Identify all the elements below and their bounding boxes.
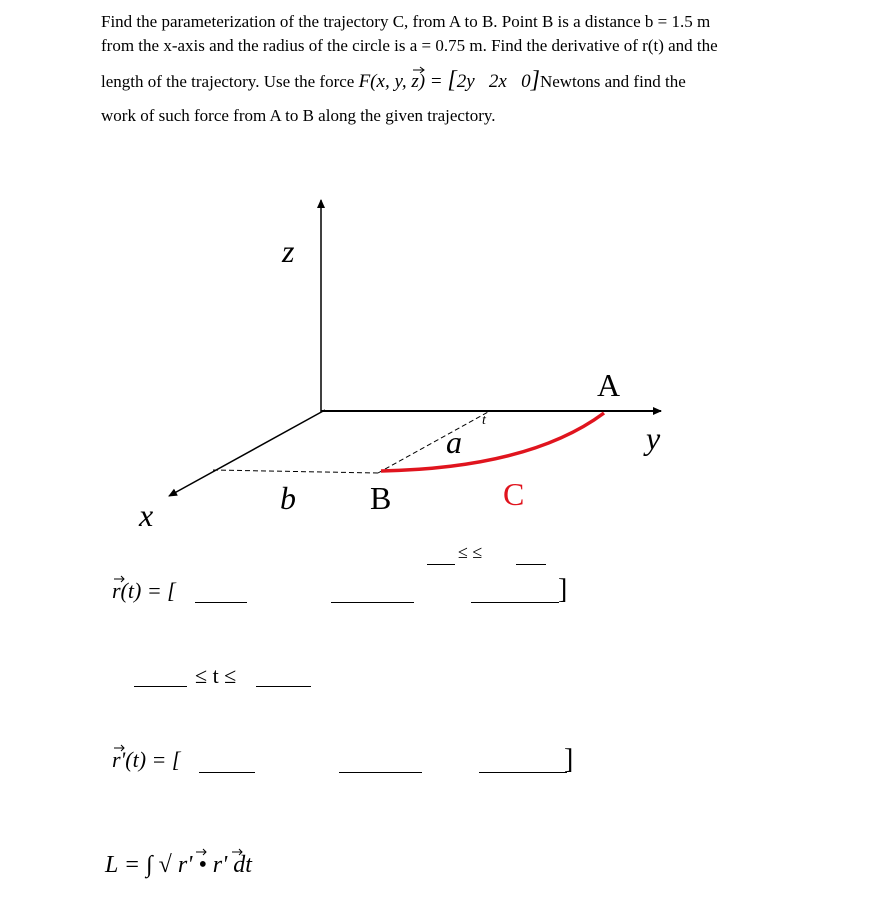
t-range-top-symbols: ≤ ≤: [458, 542, 483, 562]
x-axis-label: x: [139, 497, 154, 533]
point-a-label: A: [597, 367, 621, 403]
rp-x-component-blank[interactable]: [199, 772, 255, 773]
distance-b-label: b: [280, 480, 296, 516]
z-axis-label: z: [282, 233, 295, 269]
problem-line-3-prefix: length of the trajectory. Use the force: [101, 72, 359, 91]
r-of-t-lhs: r(t) = [: [112, 578, 176, 603]
rp-y-component-blank[interactable]: [339, 772, 422, 773]
force-component-3: 0: [521, 71, 531, 92]
force-component-2: 2x: [488, 71, 507, 92]
r-close-bracket: ]: [558, 574, 568, 605]
x-axis: [169, 410, 325, 496]
t-range-upper-blank[interactable]: [256, 686, 311, 687]
t-label: t: [482, 413, 486, 428]
r-prime-lhs: r'(t) = [: [112, 747, 181, 772]
problem-line-3-suffix: Newtons and find the: [539, 72, 686, 91]
point-b-label: B: [370, 480, 392, 516]
problem-line-1: Find the parameterization of the trajectory C, from A to B. Point B is a distance b = 1.5 m: [101, 12, 711, 31]
t-range-top-lower-blank[interactable]: [427, 564, 455, 565]
rp-close-bracket: ]: [564, 744, 574, 775]
curve-c-label: C: [503, 476, 525, 512]
t-range-symbols: ≤ t ≤: [195, 663, 237, 688]
force-open-bracket: [: [447, 67, 457, 93]
y-axis-label: y: [646, 420, 661, 456]
r-z-component-blank[interactable]: [471, 602, 559, 603]
r-y-component-blank[interactable]: [331, 602, 414, 603]
trajectory-curve: [381, 413, 604, 471]
t-range-top-upper-blank[interactable]: [516, 564, 546, 565]
problem-line-2: from the x-axis and the radius of the circle is a = 0.75 m. Find the derivative of r(t) and the: [101, 36, 718, 55]
force-close-bracket: ]: [530, 67, 540, 93]
force-vector-arrow: [413, 67, 424, 73]
rp-z-component-blank[interactable]: [479, 772, 567, 773]
force-component-1: 2y: [456, 71, 475, 92]
r-x-component-blank[interactable]: [195, 602, 247, 603]
force-lhs: F(x, y, z) =: [358, 71, 448, 92]
radius-a-label: a: [446, 424, 462, 460]
problem-line-4: work of such force from A to B along the given trajectory.: [101, 106, 496, 125]
dashed-line-b: [213, 470, 378, 473]
arc-length-formula: L = ∫ √ r' • r' dt: [105, 852, 252, 878]
t-range-lower-blank[interactable]: [134, 686, 187, 687]
